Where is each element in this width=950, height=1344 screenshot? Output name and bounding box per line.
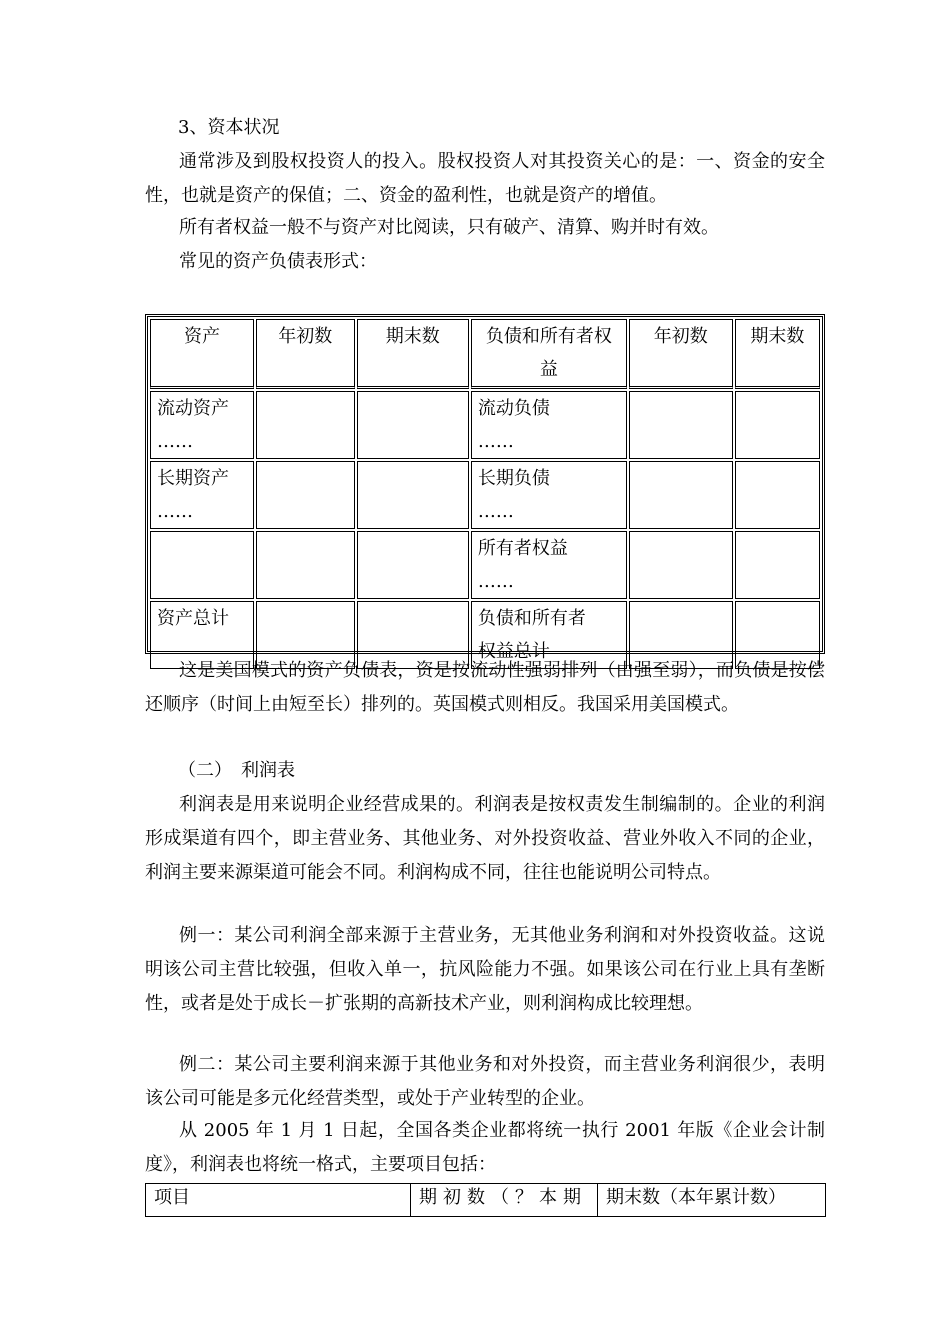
cell-line: 权益总计 [477, 641, 550, 662]
table-cell-liability [471, 391, 627, 459]
cell-line: …… [477, 571, 514, 592]
table-cell [256, 461, 355, 529]
section-heading-capital: 3、资本状况 [178, 117, 280, 138]
cell-line: 所有者权益 [477, 538, 568, 559]
table-cell-liability [471, 461, 627, 529]
paragraph-us-model: 这是美国模式的资产负债表，资是按流动性强弱排列（由强至弱），而负债是按偿还顺序（时间上由短至长）排列的。英国模式则相反。我国采用美国模式。 [145, 660, 825, 715]
table-cell [735, 531, 820, 599]
cell-line: 流动资产 [157, 398, 229, 419]
table-cell [357, 531, 469, 599]
header-cell-end: 期末数 [357, 319, 469, 389]
header-cell-end-period: 期末数（本年累计数） [598, 1184, 826, 1217]
header-cell-begin-2: 年初数 [629, 319, 733, 389]
table-cell [150, 531, 254, 599]
paragraph-income-statement: 利润表是用来说明企业经营成果的。利润表是按权责发生制编制的。企业的利润形成渠道有四个，即主营业务、其他业务、对外投资收益、营业外收入不同的企业，利润主要来源渠道可能会不同。利润构成不同，往往也能说明公司特点。 [145, 794, 825, 883]
table-cell-total-assets: 资产总计 [150, 601, 254, 669]
cell-line: …… [477, 431, 514, 452]
header-cell-liabilities-equity: 负债和所有者权益 [471, 319, 627, 389]
table-cell-asset [150, 461, 254, 529]
table-cell [735, 391, 820, 459]
cell-line: 流动负债 [477, 398, 550, 419]
paragraph-balance-sheet-intro: 常见的资产负债表形式： [179, 251, 377, 272]
table-cell-equity [471, 531, 627, 599]
paragraph-example-1: 例一：某公司利润全部来源于主营业务，无其他业务利润和对外投资收益。这说明该公司主营比较强，但收入单一，抗风险能力不强。如果该公司在行业上具有垄断性，或者是处于成长－扩张期的高新技术产业，则利润构成比较理想。 [145, 925, 825, 1014]
cell-line: 负债和所有者 [477, 608, 586, 629]
table-cell [256, 391, 355, 459]
section-heading-income: （二） 利润表 [178, 760, 295, 781]
table-row [150, 391, 820, 459]
cell-line: …… [157, 431, 193, 452]
table-header-row [146, 1184, 826, 1217]
paragraph-owner-equity: 所有者权益一般不与资产对比阅读，只有破产、清算、购并时有效。 [179, 217, 719, 238]
cell-line: 长期负债 [477, 468, 550, 489]
table-cell [357, 461, 469, 529]
header-cell-item: 项目 [146, 1184, 411, 1217]
header-cell-assets: 资产 [150, 319, 254, 389]
header-cell-end-2: 期末数 [735, 319, 820, 389]
table-row [150, 531, 820, 599]
table-cell [629, 391, 733, 459]
table-row [150, 461, 820, 529]
paragraph-capital-investors: 通常涉及到股权投资人的投入。股权投资人对其投资关心的是：一、资金的安全性，也就是资产的保值；二、资金的盈利性，也就是资产的增值。 [145, 151, 825, 206]
table-header-row [150, 319, 820, 389]
table-cell [357, 391, 469, 459]
header-cell-begin-period: 期初数（？本期 [411, 1184, 598, 1217]
balance-sheet-table [145, 314, 825, 662]
paragraph-2005: 从 2005 年 1 月 1 日起，全国各类企业都将统一执行 2001 年版《企业会计制度》，利润表也将统一格式，主要项目包括： [145, 1120, 825, 1175]
cell-line: 长期资产 [157, 468, 229, 489]
cell-line: …… [157, 501, 193, 522]
table-cell-asset [150, 391, 254, 459]
cell-line: …… [477, 501, 514, 522]
table-cell [629, 531, 733, 599]
table-cell [629, 461, 733, 529]
income-statement-table [145, 1183, 825, 1217]
paragraph-example-2: 例二：某公司主要利润来源于其他业务和对外投资，而主营业务利润很少，表明该公司可能是多元化经营类型，或处于产业转型的企业。 [145, 1054, 825, 1109]
table-cell [256, 531, 355, 599]
header-cell-begin: 年初数 [256, 319, 355, 389]
table-cell [735, 461, 820, 529]
